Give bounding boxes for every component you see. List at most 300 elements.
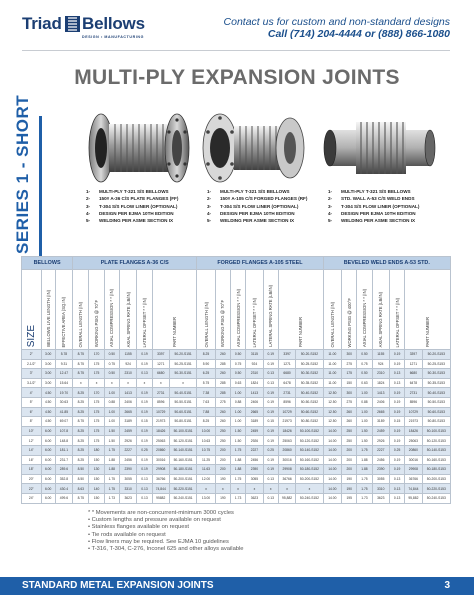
table-row [22, 474, 451, 484]
table-row [22, 397, 451, 407]
table-cell: 1.75 [104, 474, 119, 484]
table-cell: 190 [342, 474, 357, 484]
note-item: 4- DESIGN PER EJMA 10TH EDITION [207, 210, 295, 216]
table-cell: 0.88 [357, 397, 372, 407]
table-cell: 95,882 [278, 493, 295, 503]
table-cell: 50-40-S153 [422, 388, 450, 398]
table-cell: 41.85 [55, 407, 72, 417]
table-cell: 1155 [119, 350, 136, 360]
column-header: AXIAL SPRING RATE (LB/IN) [372, 270, 389, 350]
table-cell: 0.50 [104, 369, 119, 379]
table-cell: x [169, 378, 196, 388]
table-cell: 250 [215, 436, 230, 446]
table-cell: 50-80-S152 [296, 417, 323, 427]
table-cell: 1.50 [231, 426, 246, 436]
table-cell: 0.13 [389, 474, 404, 484]
table-cell: 1.75 [357, 445, 372, 455]
table-cell: x [119, 378, 136, 388]
table-cell: 0.15 [389, 417, 404, 427]
note-item: 2- STD. WALL A-53 C/S WELD ENDS [328, 196, 415, 202]
table-cell: 175 [89, 407, 104, 417]
table-cell: 0.50 [104, 350, 119, 360]
table-cell: 10729 [278, 407, 295, 417]
table-cell: 1.50 [104, 426, 119, 436]
table-cell: 50-35-S152 [296, 378, 323, 388]
table-cell: 11.00 [323, 369, 342, 379]
table-cell: 2390 [119, 465, 136, 475]
table-cell: 1.73 [357, 493, 372, 503]
table-cell: 2665 [119, 407, 136, 417]
table-cell: 1.50 [231, 436, 246, 446]
table-cell: 0.13 [389, 369, 404, 379]
table-cell: 2665 [372, 407, 389, 417]
table-cell: 285 [215, 388, 230, 398]
note-item: 2- 150# A-105 C/S FORGED FLANGES (RF) [207, 196, 308, 202]
table-cell: 12.50 [323, 397, 342, 407]
table-cell: 8596 [405, 397, 422, 407]
footnotes [88, 510, 244, 553]
table-cell: 11.63 [197, 465, 216, 475]
table-cell: 7.63 [197, 397, 216, 407]
table-column-header-row [22, 270, 451, 350]
table-cell: 0.19 [137, 465, 152, 475]
table-cell: 6.00 [41, 474, 55, 484]
table-cell: x [263, 484, 278, 494]
table-cell: 50-240-S153 [422, 493, 450, 503]
table-cell: 6.00 [41, 445, 55, 455]
table-cell: x [215, 484, 230, 494]
column-header: WORKING PSIG @ 70°F [89, 270, 104, 350]
table-cell: 3115 [246, 350, 263, 360]
table-cell: 0.50 [357, 369, 372, 379]
table-cell: 0.19 [137, 359, 152, 369]
product-image-weld-end [322, 108, 436, 188]
table-row [22, 407, 451, 417]
table-cell: 195 [342, 493, 357, 503]
table-cell: 181.1 [55, 445, 72, 455]
table-cell: 499.6 [55, 493, 72, 503]
table-cell: 148.8 [55, 436, 72, 446]
logo-tagline: DESIGN • MANUFACTURING [82, 35, 144, 39]
table-cell: 1413 [372, 388, 389, 398]
table-cell: 6478 [278, 378, 295, 388]
table-cell: 0.88 [231, 397, 246, 407]
table-cell: 3397 [152, 350, 169, 360]
table-cell: 50-200-S151 [169, 474, 196, 484]
table-cell: 6.00 [41, 436, 55, 446]
table-cell: 2-1/2" [22, 359, 42, 369]
table-cell: 2310 [246, 369, 263, 379]
table-cell: 275 [342, 359, 357, 369]
table-cell: 8.25 [73, 397, 89, 407]
table-cell: 36766 [405, 474, 422, 484]
table-cell: 8.75 [73, 493, 89, 503]
table-cell: 0.19 [389, 407, 404, 417]
table-cell: 0.13 [137, 484, 152, 494]
note-item: 2- 150# A-36 C/S PLATE FLANGES (FF) [86, 196, 179, 202]
table-cell: 0.15 [137, 417, 152, 427]
table-cell: 20860 [405, 445, 422, 455]
column-header: OVERALL LENGTH (IN) [73, 270, 89, 350]
table-cell: 1.73 [104, 493, 119, 503]
column-header: PART NUMBER [405, 270, 451, 350]
table-cell: 50-80-S151 [169, 417, 196, 427]
bellows-mark-icon [64, 16, 81, 32]
table-cell: 260 [215, 369, 230, 379]
table-cell: 50-25-S151 [169, 359, 196, 369]
table-cell: 95882 [152, 493, 169, 503]
table-cell: 1.50 [357, 436, 372, 446]
group-header-bellows: BELLOWS [22, 257, 73, 270]
table-cell: 1.88 [357, 455, 372, 465]
table-cell: 8" [22, 417, 42, 427]
table-cell: 1.88 [104, 455, 119, 465]
table-cell: 1271 [405, 359, 422, 369]
table-cell: 2406 [246, 397, 263, 407]
table-cell: 1.75 [104, 484, 119, 494]
table-cell: 19.70 [55, 388, 72, 398]
table-cell: 150 [89, 474, 104, 484]
table-cell: 50-180-S151 [169, 465, 196, 475]
table-cell: 3397 [405, 350, 422, 360]
table-row [22, 455, 451, 465]
table-cell: 8.75 [73, 417, 89, 427]
table-cell: 285 [215, 378, 230, 388]
table-cell: 50-100-S153 [422, 426, 450, 436]
table-cell: 50-240-S152 [296, 493, 323, 503]
table-cell: 190 [215, 474, 230, 484]
table-cell: 0.19 [389, 455, 404, 465]
table-group-header-row [22, 257, 451, 270]
table-cell: 10.63 [197, 436, 216, 446]
table-cell: 2731 [278, 388, 295, 398]
page-title: MULTI-PLY EXPANSION JOINTS [74, 66, 400, 89]
table-cell: 50-60-S152 [296, 407, 323, 417]
table-row [22, 359, 451, 369]
table-cell: 50-120-S151 [169, 436, 196, 446]
contact-custom-designs: Contact us for custom and non-standard designs [223, 16, 450, 28]
logo-word-bellows: Bellows [82, 14, 145, 33]
table-cell: 2227 [372, 445, 389, 455]
table-cell: 0.19 [389, 436, 404, 446]
table-cell: 50-180-S153 [422, 465, 450, 475]
table-cell: 7.38 [197, 388, 216, 398]
table-cell: 0.19 [137, 397, 152, 407]
table-cell: 50-220-S153 [422, 484, 450, 494]
table-row [22, 484, 451, 494]
table-cell: 25063 [405, 436, 422, 446]
note-item: 3- T-304 S/S FLOW LINER (OPTIONAL) [86, 203, 178, 209]
table-cell: 175 [89, 359, 104, 369]
table-cell: 3.00 [41, 369, 55, 379]
table-cell: 21973 [152, 417, 169, 427]
table-cell: 175 [89, 426, 104, 436]
table-cell: 0.50 [231, 369, 246, 379]
table-cell: 0.19 [389, 388, 404, 398]
table-cell: 3189 [372, 417, 389, 427]
spec-table [21, 256, 451, 504]
table-cell: 50-200-S152 [296, 474, 323, 484]
column-header: PART NUMBER [278, 270, 323, 350]
table-cell: 2310 [119, 369, 136, 379]
table-cell: 1.88 [231, 465, 246, 475]
table-row [22, 417, 451, 427]
table-cell: 6" [22, 407, 42, 417]
table-cell: 3-1/2" [22, 378, 42, 388]
table-cell: 20860 [278, 445, 295, 455]
table-cell: 2926 [246, 436, 263, 446]
table-cell: 2227 [119, 445, 136, 455]
table-cell: 0.19 [389, 359, 404, 369]
table-cell: 20" [22, 474, 42, 484]
table-cell: 150 [342, 378, 357, 388]
table-cell: 2456 [119, 455, 136, 465]
table-cell: 0.19 [263, 426, 278, 436]
table-cell: 1413 [119, 388, 136, 398]
column-header: AXIAL COMPRESSION * * (IN) [231, 270, 246, 350]
footnote-item: • Custom lengths and pressure available on request [88, 517, 221, 524]
table-cell: 7.88 [197, 407, 216, 417]
note-item: 5- WELDING PER ASME SECTION IX [328, 218, 416, 224]
table-cell: 1.88 [104, 465, 119, 475]
table-cell: 2227 [246, 445, 263, 455]
table-cell: 0.19 [389, 426, 404, 436]
table-cell: x [278, 484, 295, 494]
table-cell: 260 [215, 350, 230, 360]
table-cell: 4.50 [41, 417, 55, 427]
table-cell: 1824 [246, 378, 263, 388]
table-cell: 0.19 [137, 407, 152, 417]
table-cell: 0.88 [104, 397, 119, 407]
table-cell: 0.19 [137, 436, 152, 446]
table-cell: 12.50 [323, 417, 342, 427]
table-cell: 0.13 [263, 474, 278, 484]
table-cell: x [152, 378, 169, 388]
table-cell: 16" [22, 455, 42, 465]
table-cell: 0.15 [263, 417, 278, 427]
table-cell: 50-220-S151 [169, 484, 196, 494]
table-cell: 25063 [152, 436, 169, 446]
table-cell: 190 [342, 484, 357, 494]
table-cell: 14.00 [323, 455, 342, 465]
table-cell: 8.75 [73, 369, 89, 379]
table-cell: 0.13 [263, 493, 278, 503]
table-row [22, 493, 451, 503]
table-cell: 2310 [372, 369, 389, 379]
table-cell: 0.63 [357, 378, 372, 388]
table-cell: 275 [342, 397, 357, 407]
table-cell: 1413 [246, 388, 263, 398]
table-cell: 1.00 [357, 407, 372, 417]
table-cell: 3623 [119, 493, 136, 503]
series-label: SERIES 1 - SHORT [13, 94, 32, 254]
table-cell: 130 [89, 465, 104, 475]
table-cell: 0.19 [263, 455, 278, 465]
table-cell: 250 [215, 426, 230, 436]
table-cell: 50-180-S152 [296, 465, 323, 475]
table-cell: 231.7 [55, 455, 72, 465]
table-cell: 3055 [372, 474, 389, 484]
table-cell: 5.78 [55, 350, 72, 360]
table-cell: 22" [22, 484, 42, 494]
table-cell: 50-200-S153 [422, 474, 450, 484]
table-cell: 8.25 [73, 455, 89, 465]
table-cell: 50-100-S151 [169, 426, 196, 436]
footnote-item: • Flow liners may be required. See EJMA 10 guidelines [88, 538, 229, 545]
table-cell: 50-120-S153 [422, 436, 450, 446]
table-cell: 0.13 [389, 378, 404, 388]
table-cell: 260 [215, 407, 230, 417]
column-header: AXIAL COMPRESSION * * (IN) [104, 270, 119, 350]
note-item: 1- MULTI-PLY T-321 S/S BELLOWS [207, 189, 290, 194]
column-header: OVERALL LENGTH (IN) [323, 270, 342, 350]
table-cell: 1.75 [357, 484, 372, 494]
table-cell: 0.19 [137, 426, 152, 436]
table-cell: 1824 [372, 378, 389, 388]
table-cell: 29908 [278, 465, 295, 475]
table-cell: 3.00 [41, 359, 55, 369]
table-cell: 13.00 [197, 493, 216, 503]
table-cell: 285 [215, 359, 230, 369]
column-header: EFFECTIVE AREA (SQ.IN) [55, 270, 72, 350]
group-header-weld-ends: BEVELED WELD ENDS A-53 STD. [323, 257, 450, 270]
table-cell: x [197, 484, 216, 494]
table-cell: 8.25 [197, 417, 216, 427]
table-row [22, 388, 451, 398]
column-header: LATERAL OFFSET * * (IN) [137, 270, 152, 350]
table-cell: 10729 [152, 407, 169, 417]
table-cell: 0.50 [357, 350, 372, 360]
table-cell: 50-40-S152 [296, 388, 323, 398]
note-item: 3- T-304 S/S FLOW LINER (OPTIONAL) [207, 203, 299, 209]
table-cell: 0.19 [389, 397, 404, 407]
table-cell: 0.25 [137, 445, 152, 455]
table-cell: 14.00 [323, 474, 342, 484]
table-cell: 36766 [278, 474, 295, 484]
table-cell: 2459 [372, 426, 389, 436]
table-cell: 50-30-S151 [169, 369, 196, 379]
table-cell: 25063 [278, 436, 295, 446]
footnote-item: * * Movements are non-concurrent-minimum 3000 cycles [88, 510, 234, 516]
table-cell: 200 [342, 455, 357, 465]
table-cell: 14.00 [323, 426, 342, 436]
column-header: LATERAL OFFSET * * (IN) [389, 270, 404, 350]
table-cell: 20860 [152, 445, 169, 455]
table-cell: 924 [372, 359, 389, 369]
table-cell: 8.50 [73, 474, 89, 484]
table-cell: 3397 [278, 350, 295, 360]
triad-bellows-logo [22, 14, 172, 46]
table-cell: 0.13 [137, 474, 152, 484]
table-cell: 1.73 [231, 493, 246, 503]
table-cell: 430.4 [55, 484, 72, 494]
table-cell: 0.19 [137, 350, 152, 360]
table-cell: 0.13 [389, 493, 404, 503]
table-cell: 2390 [372, 465, 389, 475]
table-cell: 8596 [152, 397, 169, 407]
table-cell: 3623 [372, 493, 389, 503]
table-cell: 1.75 [104, 445, 119, 455]
table-cell: 3.00 [41, 378, 55, 388]
table-cell: 1.00 [231, 417, 246, 427]
table-cell: 175 [89, 369, 104, 379]
table-cell: 175 [89, 397, 104, 407]
table-cell: 18426 [405, 426, 422, 436]
table-cell: 170 [89, 350, 104, 360]
table-cell: 140 [89, 484, 104, 494]
table-cell: 0.75 [104, 359, 119, 369]
table-cell: 200 [342, 465, 357, 475]
table-cell: 8.25 [73, 436, 89, 446]
table-cell: 0.19 [263, 388, 278, 398]
table-cell: 30.63 [55, 397, 72, 407]
table-cell: 4.50 [41, 388, 55, 398]
table-cell: 8.75 [73, 350, 89, 360]
table-cell: 8596 [278, 397, 295, 407]
table-cell: 50-25-S152 [296, 359, 323, 369]
table-cell: 12.50 [323, 407, 342, 417]
table-cell: 3310 [372, 484, 389, 494]
note-item: 3- T-304 S/S FLOW LINER (OPTIONAL) [328, 203, 420, 209]
table-cell: 6680 [405, 369, 422, 379]
table-cell: 1.50 [104, 436, 119, 446]
table-cell: 6680 [152, 369, 169, 379]
table-cell: 8.25 [73, 407, 89, 417]
table-cell: 1271 [278, 359, 295, 369]
table-cell: 0.13 [263, 369, 278, 379]
table-cell: 0.19 [263, 397, 278, 407]
note-item: 1- MULTI-PLY T-321 S/S BELLOWS [86, 189, 169, 194]
table-cell: 50-160-S151 [169, 455, 196, 465]
table-cell: 50-50-S152 [296, 397, 323, 407]
table-cell: 50-160-S152 [296, 455, 323, 465]
table-cell: 6.00 [41, 455, 55, 465]
table-cell: 250 [342, 436, 357, 446]
table-cell: 0.19 [389, 465, 404, 475]
table-cell: 8.75 [73, 359, 89, 369]
table-row [22, 378, 451, 388]
column-header: WORKING PSIG @ 70°F [215, 270, 230, 350]
table-cell: 180 [89, 445, 104, 455]
table-cell: 12" [22, 436, 42, 446]
table-cell: 21973 [278, 417, 295, 427]
footnote-item: • Stainless flanges available on request [88, 524, 189, 531]
table-cell: 50-160-S153 [422, 455, 450, 465]
table-cell: 10.75 [197, 445, 216, 455]
table-cell: 0.19 [137, 388, 152, 398]
table-cell: 50-25-S153 [422, 359, 450, 369]
table-row [22, 426, 451, 436]
table-cell: 2665 [246, 407, 263, 417]
table-cell: 289.6 [55, 465, 72, 475]
table-cell: 10" [22, 426, 42, 436]
table-row [22, 436, 451, 446]
table-cell: 50-140-S152 [296, 445, 323, 455]
table-cell: 200 [215, 455, 230, 465]
table-cell: 200 [342, 445, 357, 455]
table-cell: 50-20-S152 [296, 350, 323, 360]
table-cell: 1.00 [357, 417, 372, 427]
table-cell: 30016 [278, 455, 295, 465]
group-header-plate-flanges: PLATE FLANGES A-36 C/S [73, 257, 197, 270]
table-cell: 8.25 [73, 388, 89, 398]
table-cell: 10.00 [197, 426, 216, 436]
table-cell: 2731 [152, 388, 169, 398]
table-cell: 0.19 [263, 359, 278, 369]
table-cell: 924 [246, 359, 263, 369]
table-cell: 4" [22, 388, 42, 398]
logo-word-triad: Triad [22, 14, 62, 33]
